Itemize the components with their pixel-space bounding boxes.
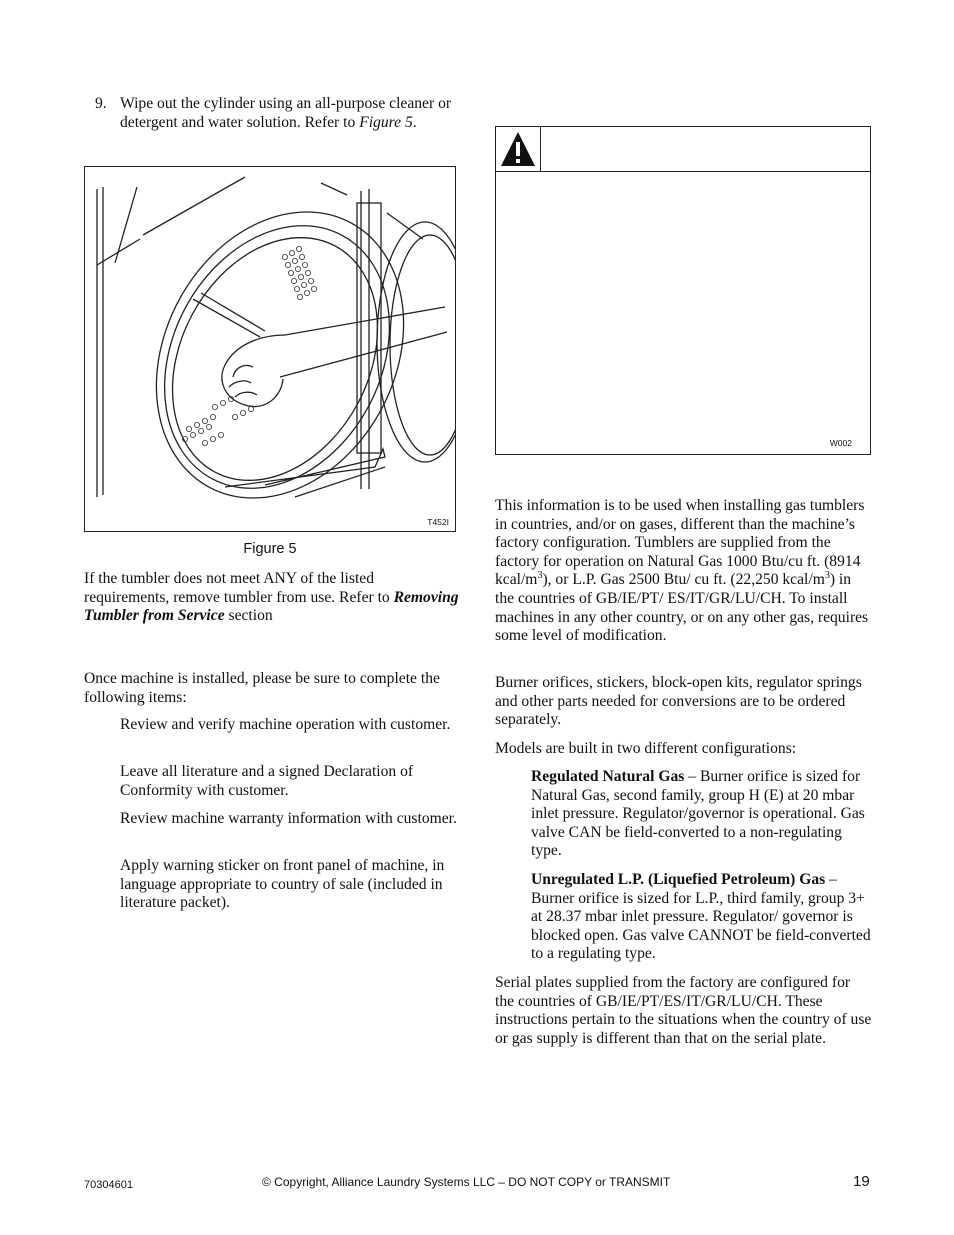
post-install-intro: Once machine is installed, please be sure to complete the following items:	[84, 670, 440, 706]
section-reference: Removing Tumbler from Service	[84, 588, 459, 625]
parts-note: Burner orifices, stickers, block-open kits, regulator springs and other parts needed for conversions are to be ordered separately.	[495, 674, 862, 729]
page-number: 19	[853, 1173, 870, 1190]
step-number: 9.	[95, 95, 107, 112]
step-9	[95, 95, 465, 132]
gas-conversion-intro: This information is to be used when installing gas tumblers in countries, and/or on gases, different than the machine’s factory configuration. Tumblers are supplied from the factory for operation on Natural Gas 1000 Btu/cu ft. (8914 kcal/$m^3$), or L.P. Gas 2500 Btu/ cu ft. (22,250 kcal/$m^3$) in the countries of GB/IE/PT/ ES/IT/GR/LU/CH. To install machines in any other country, or on any other gas, requires some level of modification.	[495, 497, 869, 645]
document-number: 70304601	[84, 1179, 133, 1191]
configurations-intro: Models are built in two different configurations:	[495, 740, 797, 757]
checklist-item: Leave all literature and a signed Declaration of Conformity with customer.	[120, 763, 414, 799]
config-regulated-natural-gas: Regulated Natural Gas – Burner orifice is sized for Natural Gas, second family, group H (E) at 20 mbar inlet pressure. Regulator/governor is operational. Gas valve CAN be field-converted to a non-regulating type.	[531, 768, 865, 860]
step-9-text: Wipe out the cylinder using an all-purpose cleaner or detergent and water solution. Refer to Figure 5.	[120, 95, 452, 131]
config-unregulated-lp-gas: Unregulated L.P. (Liquefied Petroleum) Gas – Burner orifice is sized for L.P., third family, group 3+ at 28.37 mbar inlet pressure. Regulator/ governor is blocked open. Gas valve CANNOT be field-converted to a regulating type.	[531, 871, 871, 963]
warning-header	[496, 127, 870, 172]
serial-plate-note: Serial plates supplied from the factory are configured for the countries of GB/IE/PT/ES/IT/GR/LU/CH. These instructions pertain to the situations when the country of use or gas supply is different than that on the serial plate.	[495, 974, 872, 1047]
figure-5-illustration	[84, 166, 456, 532]
dryer-cleaning-drawing	[85, 167, 456, 532]
checklist-item: Review machine warranty information with customer.	[120, 810, 457, 827]
figure-reference: Figure 5	[359, 113, 413, 131]
figure-caption: Figure 5	[243, 541, 297, 557]
figure-code: T452I	[427, 517, 449, 527]
checklist-item: Review and verify machine operation with customer.	[120, 716, 451, 733]
checklist-item: Apply warning sticker on front panel of machine, in language appropriate to country of sale (included in literature packet).	[120, 857, 445, 912]
warning-box	[495, 126, 871, 455]
warning-code: W002	[829, 438, 852, 448]
failure-instruction: If the tumbler does not meet ANY of the listed requirements, remove tumbler from use. Refer to Removing Tumbler from Service section	[84, 570, 459, 625]
copyright-notice: © Copyright, Alliance Laundry Systems LLC – DO NOT COPY or TRANSMIT	[262, 1175, 671, 1189]
warning-triangle-icon	[496, 127, 541, 171]
